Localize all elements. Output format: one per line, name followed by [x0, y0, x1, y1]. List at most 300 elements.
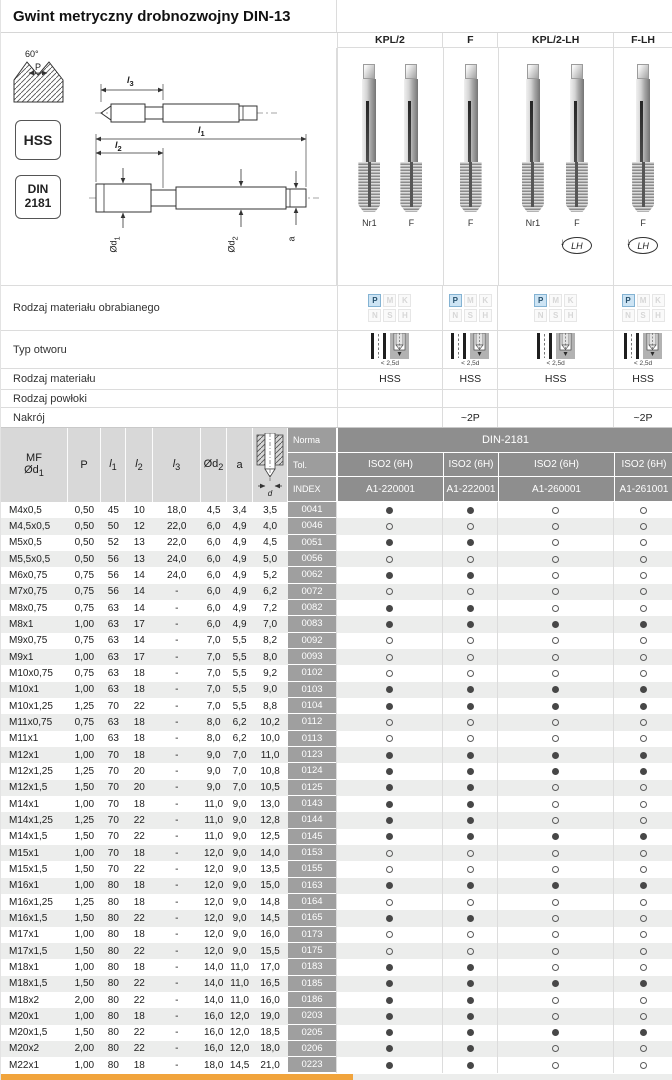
unavailable-dot	[386, 948, 393, 955]
down-arrow-icon: ↓	[626, 237, 632, 248]
available-dot	[467, 882, 474, 889]
hole-type-icons	[337, 331, 443, 368]
table-row	[1, 861, 672, 877]
cell-p: 1,00	[74, 961, 95, 973]
cell-index: 0123	[288, 747, 337, 763]
cell-mf: M12x1,5	[9, 782, 48, 794]
tap-image	[458, 64, 484, 212]
availability-cell	[613, 780, 672, 796]
cell-mf: M11x0,75	[9, 716, 53, 728]
variant-header-row	[1, 33, 672, 48]
available-dot	[386, 572, 393, 579]
tap-photo	[559, 64, 592, 254]
availability-cell	[613, 845, 672, 861]
availability-cell	[613, 731, 672, 747]
availability-cell	[336, 796, 442, 812]
cell-index: 0186	[288, 992, 337, 1008]
cell-drill: 12,5	[260, 831, 280, 843]
table-body	[1, 502, 672, 1073]
unavailable-dot	[640, 637, 647, 644]
unavailable-dot	[552, 915, 559, 922]
cell-p: 0,50	[74, 504, 95, 516]
cell-index: 0206	[288, 1041, 337, 1057]
available-dot	[467, 1045, 474, 1052]
table-row	[1, 959, 672, 975]
cell-d2: 8,0	[206, 716, 221, 728]
cell-mf: M10x1	[9, 684, 40, 696]
availability-cell	[442, 649, 497, 665]
cell-mf: M16x1,25	[9, 896, 53, 908]
table-row	[1, 894, 672, 910]
availability-cell	[442, 698, 497, 714]
availability-cell	[442, 910, 497, 926]
table-row	[1, 518, 672, 534]
cell-index: 0183	[288, 959, 337, 975]
availability-cell	[613, 535, 672, 551]
unavailable-dot	[467, 523, 474, 530]
unavailable-dot	[640, 588, 647, 595]
hole-pair	[624, 333, 662, 367]
table-row	[1, 845, 672, 861]
availability-cell	[497, 698, 613, 714]
cell-p: 1,00	[74, 618, 95, 630]
cell-l2: 18	[133, 733, 145, 745]
cell-mf: M6x0,75	[9, 569, 48, 581]
available-dot	[386, 817, 393, 824]
cell-d2: 8,0	[206, 733, 221, 745]
available-dot	[640, 882, 647, 889]
availability-cell	[442, 845, 497, 861]
cell-d2: 12,0	[203, 929, 224, 941]
hole-depth-note: < 2,5d	[633, 359, 653, 367]
cell-drill: 8,0	[263, 651, 278, 663]
unavailable-dot	[640, 915, 647, 922]
tool-material-row	[1, 368, 672, 389]
availability-cell	[613, 1041, 672, 1057]
cell-p: 1,00	[74, 733, 95, 745]
cell-drill: 13,0	[260, 798, 280, 810]
cell-l3: -	[175, 978, 179, 990]
hole-pair	[451, 333, 489, 367]
cell-mf: M12x1	[9, 749, 40, 761]
unavailable-dot	[552, 719, 559, 726]
cell-index: 0155	[288, 861, 337, 877]
hole-type-icons	[613, 331, 672, 368]
through-hole-icon	[371, 333, 386, 359]
tolerance-cell: ISO2 (6H)	[337, 453, 443, 478]
available-dot	[552, 833, 559, 840]
cell-index: 0092	[288, 633, 337, 649]
unavailable-dot	[640, 964, 647, 971]
available-dot	[467, 605, 474, 612]
availability-cell	[497, 551, 613, 567]
cell-mf: M5,5x0,5	[9, 553, 51, 565]
cell-l2: 12	[133, 520, 145, 532]
cell-mf: M7x0,75	[9, 586, 48, 598]
cell-l3: -	[175, 618, 179, 630]
chamfer-value: ~2P	[613, 408, 672, 427]
cell-index: 0113	[288, 731, 337, 747]
material-badge-h: H	[652, 309, 665, 322]
cell-d2: 11,0	[204, 798, 224, 810]
unavailable-dot	[640, 1045, 647, 1052]
availability-cell	[613, 943, 672, 959]
available-dot	[386, 964, 393, 971]
cell-p: 0,50	[74, 520, 95, 532]
material-badges	[613, 286, 672, 330]
cell-l1: 63	[107, 635, 119, 647]
available-dot	[467, 1062, 474, 1069]
material-badge-k: K	[652, 294, 665, 307]
hole-pair	[537, 333, 575, 367]
cell-index: 0103	[288, 682, 337, 698]
cell-mf: M18x1	[9, 961, 40, 973]
cell-l1: 80	[107, 945, 119, 957]
availability-cell	[613, 633, 672, 649]
cell-mf: M14x1	[9, 798, 40, 810]
cell-l3: -	[175, 782, 179, 794]
availability-cell	[613, 812, 672, 828]
availability-cell	[336, 518, 442, 534]
unavailable-dot	[552, 801, 559, 808]
unavailable-dot	[386, 588, 393, 595]
coating-value	[442, 390, 497, 407]
tap-image	[398, 64, 424, 212]
cell-index: 0041	[288, 502, 337, 518]
through-hole-icon	[624, 333, 639, 359]
tap-photo	[398, 64, 424, 228]
cell-l2: 20	[133, 782, 145, 794]
table-row	[1, 633, 672, 649]
cell-p: 0,75	[74, 586, 95, 598]
cell-l3: -	[175, 1043, 179, 1055]
table-row	[1, 1057, 672, 1073]
availability-cell	[613, 976, 672, 992]
cell-l3: -	[175, 896, 179, 908]
availability-cell	[497, 959, 613, 975]
images-row	[1, 48, 672, 285]
available-dot	[467, 539, 474, 546]
availability-cell	[442, 682, 497, 698]
l1-label: $l_1$	[198, 125, 205, 138]
tool-material-label: Rodzaj materiału	[13, 373, 96, 385]
cell-drill: 8,8	[263, 700, 278, 712]
material-badge-k: K	[398, 294, 411, 307]
unavailable-dot	[552, 637, 559, 644]
availability-cell	[613, 910, 672, 926]
cell-index: 0145	[288, 829, 337, 845]
col-header-p: P	[68, 428, 101, 502]
cell-l3: -	[175, 733, 179, 745]
cell-p: 0,75	[74, 569, 95, 581]
available-dot	[467, 507, 474, 514]
cell-p: 1,25	[74, 700, 95, 712]
cell-l1: 80	[107, 880, 119, 892]
cell-d2: 6,0	[206, 586, 221, 598]
material-badge-n: N	[449, 309, 462, 322]
cell-d2: 14,0	[203, 961, 224, 973]
availability-cell	[336, 698, 442, 714]
cell-index: 0163	[288, 878, 337, 894]
unavailable-dot	[386, 523, 393, 530]
hole-type-icons	[497, 331, 613, 368]
available-dot	[552, 621, 559, 628]
cell-index: 0112	[288, 714, 337, 730]
unavailable-dot	[386, 735, 393, 742]
hole-type-label: Typ otworu	[13, 343, 67, 356]
unavailable-dot	[552, 588, 559, 595]
table-row	[1, 1025, 672, 1041]
availability-cell	[336, 714, 442, 730]
cell-mf: M12x1,25	[9, 765, 53, 777]
availability-cell	[442, 894, 497, 910]
cell-l2: 18	[133, 667, 145, 679]
variant-image-kpl2	[337, 48, 443, 285]
tap-photo	[628, 64, 658, 254]
cell-l1: 56	[107, 569, 119, 581]
cell-l2: 18	[133, 880, 145, 892]
cell-drill: 18,5	[260, 1027, 280, 1039]
cell-mf: M16x1,5	[9, 912, 48, 924]
availability-cell	[336, 616, 442, 632]
tap-image	[520, 64, 546, 212]
cell-index: 0165	[288, 910, 337, 926]
unavailable-dot	[552, 931, 559, 938]
cell-l2: 18	[133, 684, 145, 696]
table-row	[1, 747, 672, 763]
cell-p: 0,75	[74, 635, 95, 647]
availability-cell	[497, 584, 613, 600]
unavailable-dot	[640, 735, 647, 742]
availability-cell	[613, 551, 672, 567]
cell-l1: 70	[107, 700, 119, 712]
table-row	[1, 992, 672, 1008]
unavailable-dot	[467, 588, 474, 595]
chamfer-row	[1, 407, 672, 427]
tolerance-cell: ISO2 (6H)	[443, 453, 498, 478]
unavailable-dot	[467, 654, 474, 661]
cell-a: 4,9	[232, 553, 247, 565]
availability-cell	[336, 861, 442, 877]
cell-index: 0083	[288, 616, 337, 632]
available-dot	[386, 980, 393, 987]
cell-l1: 80	[107, 929, 119, 941]
cell-mf: M14x1,25	[9, 814, 53, 826]
material-badge-s: S	[464, 309, 477, 322]
cell-mf: M15x1	[9, 847, 40, 859]
variant-header-f: F	[442, 33, 497, 48]
hss-badge: HSS	[15, 120, 61, 160]
cell-drill: 10,2	[260, 716, 280, 728]
cell-mf: M18x2	[9, 994, 40, 1006]
cell-a: 4,9	[232, 602, 247, 614]
unavailable-dot	[467, 670, 474, 677]
cell-d2: 9,0	[206, 749, 221, 761]
cell-drill: 16,0	[260, 929, 280, 941]
cell-p: 1,00	[74, 1010, 95, 1022]
availability-cell	[497, 796, 613, 812]
available-dot	[640, 703, 647, 710]
cell-mf: M4x0,5	[9, 504, 42, 516]
table-row	[1, 812, 672, 828]
unavailable-dot	[552, 1062, 559, 1069]
available-dot	[467, 703, 474, 710]
cell-p: 1,00	[74, 651, 95, 663]
availability-cell	[613, 682, 672, 698]
variant-header-kpl2-lh: KPL/2-LH	[497, 33, 613, 48]
available-dot	[640, 768, 647, 775]
availability-cell	[497, 518, 613, 534]
cell-index: 0164	[288, 894, 337, 910]
availability-cell	[442, 535, 497, 551]
unavailable-dot	[640, 1013, 647, 1020]
table-row	[1, 796, 672, 812]
cell-d2: 12,0	[203, 896, 224, 908]
table-row	[1, 1041, 672, 1057]
tap-image	[564, 64, 590, 212]
availability-cell	[613, 861, 672, 877]
cell-d2: 7,0	[206, 651, 221, 663]
availability-cell	[613, 698, 672, 714]
col-header-l2: $l_2$	[126, 428, 153, 502]
cell-mf: M18x1,5	[9, 978, 48, 990]
drill-hole-icon	[256, 433, 284, 495]
available-dot	[386, 621, 393, 628]
available-dot	[386, 752, 393, 759]
unavailable-dot	[640, 817, 647, 824]
available-dot	[640, 833, 647, 840]
unavailable-dot	[467, 850, 474, 857]
cell-p: 1,00	[74, 847, 95, 859]
material-badge-p: P	[449, 294, 462, 307]
availability-cell	[336, 943, 442, 959]
cell-l2: 22	[133, 814, 145, 826]
cell-l2: 22	[133, 700, 145, 712]
cell-mf: M4,5x0,5	[9, 520, 51, 532]
unavailable-dot	[552, 556, 559, 563]
cell-mf: M17x1,5	[9, 945, 48, 957]
d2-label: $Ød_2$	[226, 236, 240, 253]
availability-cell	[497, 780, 613, 796]
cell-d2: 9,0	[206, 782, 221, 794]
material-badge-p: P	[368, 294, 381, 307]
cell-l3: 24,0	[167, 569, 187, 581]
cell-a: 9,0	[232, 945, 247, 957]
catalog-number: A1-220001	[337, 477, 443, 502]
variant-header-spacer	[1, 33, 337, 48]
cell-index: 0093	[288, 649, 337, 665]
cell-l1: 63	[107, 602, 119, 614]
available-dot	[467, 801, 474, 808]
available-dot	[386, 539, 393, 546]
cell-p: 0,75	[74, 602, 95, 614]
unavailable-dot	[467, 899, 474, 906]
cell-index: 0173	[288, 927, 337, 943]
cell-l2: 18	[133, 716, 145, 728]
availability-cell	[336, 959, 442, 975]
available-dot	[640, 686, 647, 693]
chamfer-value	[337, 408, 443, 427]
cell-l2: 14	[133, 602, 145, 614]
availability-cell	[497, 682, 613, 698]
cell-l2: 14	[133, 635, 145, 647]
table-row	[1, 649, 672, 665]
cell-a: 4,9	[232, 569, 247, 581]
material-badge-p: P	[534, 294, 547, 307]
cell-l2: 13	[133, 537, 145, 549]
availability-cell	[497, 894, 613, 910]
availability-cell	[336, 731, 442, 747]
cell-d2: 4,5	[206, 504, 221, 516]
table-row	[1, 780, 672, 796]
tap-label: Nr1	[525, 218, 541, 228]
unavailable-dot	[640, 801, 647, 808]
variant-header-f-lh: F-LH	[613, 33, 672, 48]
cell-mf: M17x1	[9, 929, 40, 941]
cell-l2: 22	[133, 1043, 145, 1055]
cell-drill: 12,8	[260, 814, 280, 826]
material-badge-n: N	[368, 309, 381, 322]
cell-l3: -	[175, 1010, 179, 1022]
cell-a: 9,0	[232, 912, 247, 924]
available-dot	[467, 997, 474, 1004]
cell-l2: 18	[133, 847, 145, 859]
unavailable-dot	[640, 556, 647, 563]
cell-l1: 80	[107, 1010, 119, 1022]
availability-cell	[442, 861, 497, 877]
tap-label: Nr1	[362, 218, 377, 228]
available-dot	[386, 507, 393, 514]
unavailable-dot	[552, 572, 559, 579]
unavailable-dot	[552, 539, 559, 546]
cell-l1: 63	[107, 684, 119, 696]
cell-a: 12,0	[229, 1043, 250, 1055]
left-hand-icon: ↓ LH	[562, 237, 592, 254]
availability-cell	[497, 763, 613, 779]
cell-p: 0,75	[74, 716, 95, 728]
availability-cell	[336, 763, 442, 779]
cell-index: 0125	[288, 780, 337, 796]
material-badges	[497, 286, 613, 330]
cell-d2: 9,0	[206, 765, 221, 777]
variant-header-kpl2: KPL/2	[337, 33, 443, 48]
availability-cell	[613, 747, 672, 763]
unavailable-dot	[552, 997, 559, 1004]
cell-l3: -	[175, 929, 179, 941]
available-dot	[386, 915, 393, 922]
coating-row	[1, 389, 672, 407]
availability-cell	[613, 665, 672, 681]
cell-p: 1,00	[74, 929, 95, 941]
cell-d2: 7,0	[206, 700, 221, 712]
cell-a: 11,0	[230, 978, 249, 990]
cell-d2: 11,0	[204, 831, 224, 843]
cell-d2: 12,0	[203, 880, 224, 892]
unavailable-dot	[386, 931, 393, 938]
cell-drill: 4,5	[263, 537, 278, 549]
cell-a: 5,5	[232, 684, 247, 696]
cell-a: 7,0	[232, 782, 247, 794]
cell-p: 0,50	[74, 553, 95, 565]
availability-cell	[497, 878, 613, 894]
title-spacer	[337, 0, 672, 32]
cell-l3: -	[175, 912, 179, 924]
table-row	[1, 910, 672, 926]
cell-l1: 80	[107, 1027, 119, 1039]
cell-l1: 63	[107, 651, 119, 663]
cell-l1: 80	[107, 896, 119, 908]
available-dot	[552, 980, 559, 987]
